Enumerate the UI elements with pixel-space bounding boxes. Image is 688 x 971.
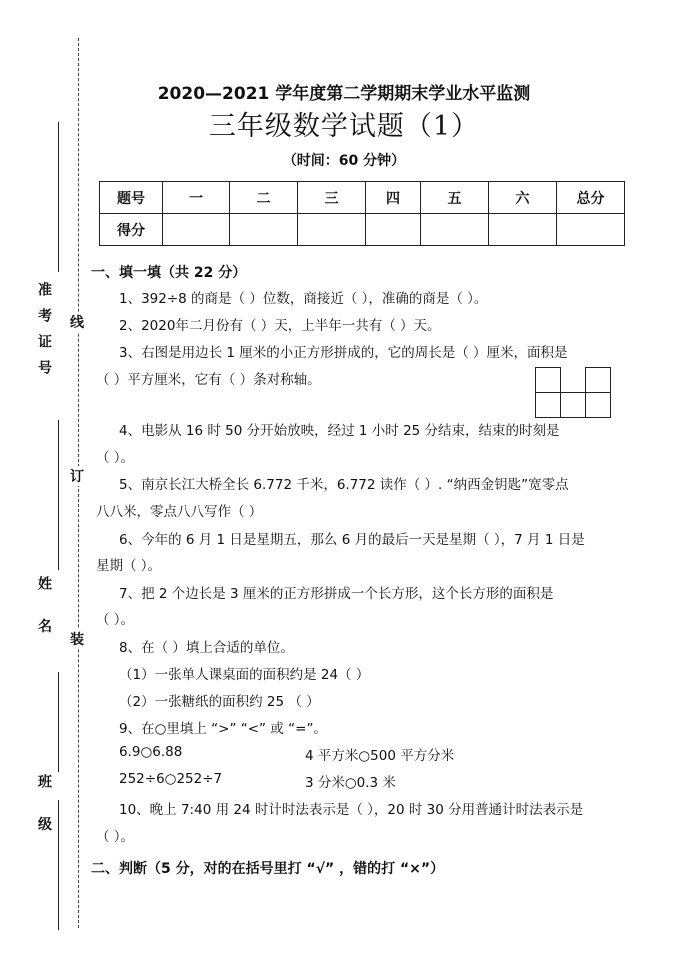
question-line: 9、在○里填上 “>” “<” 或 “=”。 xyxy=(119,721,327,737)
question-line: 1、392÷8 的商是（ ）位数，商接近（ ），准确的商是（ ）。 xyxy=(119,291,488,307)
question-line: 八八米，零点八八写作（ ） xyxy=(96,504,263,520)
score-input-cell[interactable] xyxy=(366,214,421,246)
score-cell: 五 xyxy=(421,182,489,214)
unit-square xyxy=(585,367,611,393)
score-cell: 总分 xyxy=(557,182,625,214)
exam-id-label: 准考证号 xyxy=(36,282,52,386)
score-cell: 四 xyxy=(366,182,421,214)
unit-square xyxy=(585,392,611,418)
comparison-item: 252÷6○252÷7 xyxy=(119,771,223,787)
binding-char-ding: 订 xyxy=(70,466,84,486)
exam-id-underline xyxy=(58,122,59,272)
section1-heading: 一、填一填（共 22 分） xyxy=(91,265,247,281)
question-line: 10、晚上 7:40 用 24 时计时法表示是（ ），20 时 30 分用普通计时法表示是 xyxy=(119,802,584,818)
score-cell: 六 xyxy=(489,182,557,214)
question-line: 4、电影从 16 时 50 分开始放映，经过 1 小时 25 分结束，结束的时刻是 xyxy=(119,423,560,439)
page-title: 三年级数学试题（1） xyxy=(208,111,480,142)
question-line: （ ）。 xyxy=(96,450,135,466)
question-line: 星期（ ）。 xyxy=(96,558,162,574)
name-label: 姓 名 xyxy=(36,576,52,645)
unit-square xyxy=(535,367,561,393)
score-cell: 二 xyxy=(230,182,298,214)
question-line: 2、2020年二月份有（ ）天，上半年一共有（ ）天。 xyxy=(119,318,441,334)
question-line: 6、今年的 6 月 1 日是星期五，那么 6 月的最后一天是星期（ ），7 月 1 日是 xyxy=(119,532,585,548)
score-input-cell[interactable] xyxy=(298,214,366,246)
question-line: （ ）平方厘米，它有（ ）条对称轴。 xyxy=(96,372,321,388)
exam-time: （时间：60 分钟） xyxy=(282,153,406,169)
comparison-item: 4 平方米○500 平方分米 xyxy=(305,748,455,764)
score-input-cell[interactable] xyxy=(230,214,298,246)
bottom-underline xyxy=(58,800,59,930)
score-input-cell[interactable] xyxy=(421,214,489,246)
class-label: 班 级 xyxy=(36,774,52,843)
score-input-cell[interactable] xyxy=(163,214,230,246)
binding-char-zhuang: 装 xyxy=(70,629,84,649)
question-line: 7、把 2 个边长是 3 厘米的正方形拼成一个长方形，这个长方形的面积是 xyxy=(119,586,554,602)
score-input-cell[interactable] xyxy=(557,214,625,246)
comparison-item: 6.9○6.88 xyxy=(119,744,183,760)
question-line: （ ）。 xyxy=(96,612,135,628)
name-underline xyxy=(58,420,59,570)
binding-char-xian: 线 xyxy=(70,312,84,332)
score-input-cell[interactable] xyxy=(489,214,557,246)
question-line: （1）一张单人课桌面的面积约是 24（ ） xyxy=(119,667,370,683)
question-line: 5、南京长江大桥全长 6.772 千米，6.772 读作（ ）. “纳西金钥匙”宽零点 xyxy=(119,477,569,493)
class-underline xyxy=(58,672,59,772)
score-cell: 题号 xyxy=(100,182,163,214)
question-line: 3、右图是用边长 1 厘米的小正方形拼成的，它的周长是（ ）厘米，面积是 xyxy=(119,345,568,361)
question-line: （2）一张糖纸的面积约 25 （ ） xyxy=(119,694,320,710)
comparison-item: 3 分米○0.3 米 xyxy=(305,775,396,791)
exam-session-title: 2020—2021 学年度第二学期期末学业水平监测 xyxy=(157,84,531,104)
score-table-header-row xyxy=(100,182,625,214)
score-cell: 得分 xyxy=(100,214,163,246)
score-cell: 一 xyxy=(163,182,230,214)
score-table xyxy=(99,181,625,246)
score-cell: 三 xyxy=(298,182,366,214)
score-table-score-row xyxy=(100,214,625,246)
question-line: （ ）。 xyxy=(96,829,135,845)
question-line: 8、在（ ）填上合适的单位。 xyxy=(119,640,294,656)
section2-heading: 二、判断（5 分，对的在括号里打 “√” ，错的打 “×”） xyxy=(91,861,445,877)
unit-square xyxy=(535,392,561,418)
unit-square xyxy=(560,392,586,418)
